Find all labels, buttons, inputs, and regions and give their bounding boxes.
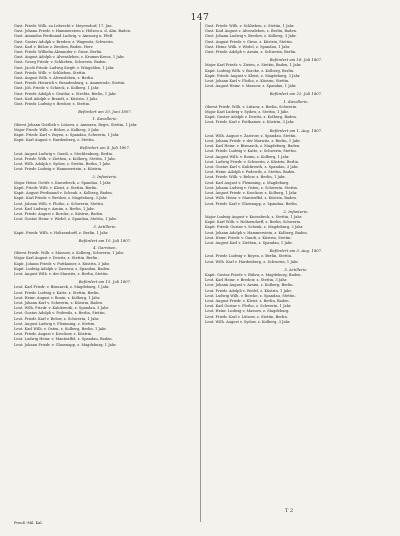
list-entry: Leut. Friedr. Karl v. Below, z. Schwerin, 1 Jahr. <box>14 316 100 321</box>
section-heading: 4. Garnison. <box>93 244 117 250</box>
list-entry: Leut. Friedr. Ludwig v. Katte, z. Schwerin, Stettin. <box>205 149 297 154</box>
list-entry: Leut. August Friedr. v. Kleist, z. Berlin, Baden. <box>205 298 290 303</box>
list-entry: Leut. Karl Gustav v. Plotho, z. Schwerin, 1 Jahr. <box>205 304 292 309</box>
section-heading: 1. Kavallerie. <box>283 98 309 104</box>
section-heading: Befördert am 10. Juli 1807. <box>78 237 132 243</box>
list-entry: Kapit. Friedr. August v. Kleist, z. Magdeburg, 3 Jahr. <box>205 73 301 78</box>
list-entry: Gust. Friedr. Adolph v. Arnim, z. Schwerin, Berlin. <box>205 50 297 55</box>
list-entry: Gust. Friedr. Heinrich v. Brandenburg, z. Ammerode, Stettin. <box>14 81 126 86</box>
list-entry: Leut. Johann Ludwig v. Osten, z. Schwerin, Stettin. <box>205 185 299 190</box>
list-entry: Leut. Karl Ludwig v. Arnim, z. Berlin, 1 Jahr. <box>14 206 95 211</box>
list-entry: Leut. August Heinr. v. Massow, z. Spandau, 1 Jahr. <box>205 84 297 89</box>
section-heading: Befördert am 22. Juli 1807. <box>269 91 323 97</box>
list-entry: Leut. Friedr. Ludwig v. Hammerstein, z. Küstrin. <box>14 167 103 172</box>
list-entry: Leut. Gustav Heinr. v. Wedel, z. Spandau, Stettin, 1 Jahr. <box>14 217 117 222</box>
list-entry: Gust. Karl v. Bülow z. Bredow, Baden. Herr. <box>14 44 94 49</box>
section-heading: 2. Infanterie. <box>92 174 118 180</box>
list-entry: Gust. August Adolph v. Alvensleben, z. Krumm-Kreuz, 1 Jahr. <box>14 55 125 60</box>
list-entry: Leut. Friedr. August v. Krockow, z. Küstrin. <box>14 332 93 337</box>
list-entry: Leut. Johann Friedr. v. Glasenapp, z. Magdeburg, 1 Jahr. <box>14 342 117 347</box>
list-entry: Leut. Heinr. Ludwig v. Massow, z. Magdeburg. <box>205 309 290 314</box>
list-entry: Gust. Joh. Friedr. v. Schieck, z. Kolberg, 1 Jahr. <box>14 86 100 91</box>
list-entry: Gust. Friedr. Adolph v. Gentlar, z. Strelitz, Berlin, 1 Jahr. <box>14 91 117 96</box>
list-entry: Gust. Friedr. Wilh. zu Lebrecht v. Meyersdorf, 17. Jun. <box>14 24 113 28</box>
list-entry: Major Karl August v. Dewitz, z. Stettin, Berlin. <box>14 256 99 261</box>
list-entry: Leut. Heinr. Adolph v. Podewils, z. Stettin, Baden. <box>205 170 296 175</box>
list-entry: Kapit. Karl August v. Hardenberg, z. Stettin. <box>14 138 95 143</box>
list-entry: Leut. Ludwig Wilh. v. Borcke, z. Spandau, Stettin. <box>205 293 296 298</box>
list-entry: Gust. Friedr. Wilhelm Alexander v. Giese, Berlin. <box>14 50 103 55</box>
list-entry: Major Friedr. Wilh. v. Bülow, z. Kolberg, 3 Jahr. <box>14 127 100 132</box>
list-entry: Gust. Johann Friedr. v. Hammerstein z. Hölzen a. d. Alm. Baden. <box>14 29 132 34</box>
list-entry: Leut. August Karl v. Ziethen, z. Spandau, 1 Jahr. <box>205 240 293 245</box>
section-heading: 3. Artillerie. <box>284 266 308 272</box>
list-entry: Leut. Wilh. Adolph v. Sydow, z. Stettin, Berlin, 1 Jahr. <box>14 162 111 167</box>
list-entry: Leut. Gustav Adolph v. Podewils, z. Berlin, Stettin. <box>14 311 106 316</box>
list-entry: Leut. Johann Karl v. Schwerin, z. Küstrin, Baden. <box>14 300 104 305</box>
section-heading: 1. Kavallerie. <box>92 116 118 122</box>
left-column <box>14 24 196 524</box>
list-entry: Oberst Friedr. Wilh. v. Lützow, z. Berlin, Schwerin. <box>205 104 298 109</box>
list-entry: Gust. Johann Ludwig v. Bredow, z. Kolberg, 3 Jahr. <box>205 34 297 39</box>
list-entry: Kapit. Friedr. Karl v. Boyen, z. Spandau, Schwerin, 1 Jahr. <box>14 133 120 138</box>
list-entry: Gust. Gustav Adolph v. Bredow, z. Wagenitz, Schwerin. <box>14 39 114 44</box>
list-entry: Gust. Friedr. Ludwig v. Bredow, z. Stettin. <box>14 102 91 107</box>
list-entry: Leut. Friedr. Karl v. Lützow, z. Stettin, Berlin. <box>205 314 288 319</box>
list-entry: Leut. Friedr. Karl v. Puttkamer, z. Küstrin, 3 Jahr. <box>205 120 295 125</box>
list-entry: Gust. August Friedr. v. Giese, z. Küstrin, Stettin. <box>205 39 293 44</box>
column-divider <box>200 22 201 522</box>
list-entry: Gust. Friedr. Wilh. v. Schlieben, z. Stettin, 1 Jahr. <box>205 24 295 28</box>
list-entry: Leut. Ludwig Heinr. v. Manteuffel, z. Spandau, Baden. <box>14 337 113 342</box>
list-entry: Leut. August Wilh. v. der Marwitz, z. Berlin, Stettin. <box>14 271 109 276</box>
footer-sheet-mark: T 2 <box>285 508 294 514</box>
list-entry: Kapit. Karl Friedr. v. Bredow, z. Magdeburg, 3 Jahr. <box>14 196 108 201</box>
list-entry: Leut. Johann Karl v. Plotho, z. Küstrin, Stettin. <box>205 79 290 84</box>
list-entry: Leut. Ludwig Friedr. v. Schwerin, z. Küstrin, Berlin. <box>205 159 300 164</box>
list-entry: Leut. Friedr. Wilh. v. Ziethen, z. Kolberg, Stettin, 1 Jahr. <box>14 156 116 161</box>
section-heading: 3. Artillerie. <box>93 224 117 230</box>
list-entry: Leut. Karl Heinr. v. Bismarck, z. Magdeburg, Baden. <box>205 144 301 149</box>
section-heading: Befördert am 18. Juli 1807. <box>269 57 323 63</box>
list-entry: Leut. Johann Adolph v. Hammerstein, z. Kolberg, Baden. <box>205 230 308 235</box>
list-entry: Leut. Heinr. August v. Bonin, z. Kolberg, 1 Jahr. <box>14 295 101 300</box>
list-entry: Leut. Friedr. Ludwig v. Katte, z. Stettin, Berlin. <box>14 290 100 295</box>
list-entry: Leut. Wilh. August v. Zastrow, z. Spandau, Stettin. <box>205 133 297 138</box>
list-entry: Gust. August Wilh. v. Alvensleben, z. Berlin. <box>14 76 94 81</box>
list-entry: Oberst Friedr. Wilh. v. Massow, z. Kolberg, Schwerin, 1 Jahr. <box>14 251 125 256</box>
section-heading: 2. Infanterie. <box>283 208 309 214</box>
list-entry: Gust. Georg Friedr. v. Schlieben, Schwerin. Baden. <box>14 60 107 65</box>
list-entry: Leut. August Ludwig v. Gaudi, z. Mecklenburg, Berlin. <box>14 151 114 156</box>
list-entry: Kapit. Ludwig Adolph v. Zastrow, z. Spandau, Baden. <box>14 266 111 271</box>
list-entry: Leut. Wilh. August v. Sydow, z. Kolberg, 3 Jahr. <box>205 319 291 324</box>
list-entry: Gust. Heinr. Wilh. v. Wedel, z. Spandau, 1 Jahr. <box>205 44 291 49</box>
list-entry: Leut. Friedr. Wilh. v. Below, z. Berlin, 1 Jahr. <box>205 175 286 180</box>
list-entry: Leut. Friedr. Ludwig v. Boyen, z. Berlin, Stettin. <box>205 254 293 259</box>
list-entry: Kapit. August Ferdinand v. Schenk, z. Kolberg, Baden. <box>14 191 113 196</box>
list-entry: Major Karl Ludwig v. Sydow, z. Stettin, 1 Jahr. <box>205 110 289 115</box>
list-entry: Gust. Jacob Friedr. Ludwig Siegfr. v. Wingolden, 1 Jahr. <box>14 65 115 70</box>
list-entry: Major Ludwig August v. Knesebeck, z. Stettin, 1 Jahr. <box>205 214 303 219</box>
list-entry: Leut. Karl Wilh. v. Osten, z. Kolberg, Berlin, 1 Jahr. <box>14 326 107 331</box>
section-heading: Befördert am 1. Aug. 1807. <box>269 127 323 133</box>
list-entry: Major Karl Friedr. v. Zieten, z. Stettin, Baden, 1 Jahr. <box>205 63 302 68</box>
list-entry: Leut. Karl Heinr. v. Bredow, z. Stettin, 3 Jahr. <box>205 278 288 283</box>
list-entry: Leut. Karl August v. Flemming, z. Magdeburg. <box>205 180 290 185</box>
list-entry: Leut. August Ludwig v. Flemming, z. Stettin. <box>14 321 96 326</box>
section-heading: Befördert am 4. Juli 1807. <box>79 145 131 151</box>
list-entry: Leut. Friedr. Adolph v. Wedel, z. Küstrin, 1 Jahr. <box>205 288 292 293</box>
list-entry: Kapit. Johann Friedr. v. Puttkamer, z. Küstrin, 3 Jahr. <box>14 261 110 266</box>
list-entry: Leut. Wilh. Heinr. v. Manteuffel, z. Küstrin, Baden. <box>205 196 297 201</box>
list-entry: Gust. Karl Adolph v. Brandt, z. Küstrin, 3 Jahr. <box>14 96 98 101</box>
list-entry: Leut. Gustav Karl v. Kalckreuth, z. Spandau, 3 Jahr. <box>205 165 299 170</box>
list-entry: Gust. Friedr. Wilh. v. Schlieben, Stettin. <box>14 70 87 75</box>
list-entry: Gust. Amandus Ferdinand Ludwig, v. Ammorg u. Pfeff. <box>14 34 114 39</box>
section-heading: Befördert am 5. Aug. 1807. <box>269 248 323 254</box>
page-number: 147 <box>190 13 210 23</box>
list-entry: Kapit. Friedr. Wilh. v. Holtzendorff, z. Berlin, 1 Jahr. <box>14 230 109 235</box>
list-entry: Kapit. Friedr. Gustav v. Schenk, z. Magdeburg, 3 Jahr. <box>205 225 304 230</box>
list-entry: Leut. Wilh. Karl v. Hardenberg, z. Schwerin, 1 Jahr. <box>205 259 299 264</box>
list-entry: Leut. August Wilh. v. Bonin, z. Kolberg, 1 Jahr. <box>205 154 290 159</box>
right-column <box>205 24 387 524</box>
list-entry: Leut. Friedr. Karl v. Glasenapp, z. Spandau, Berlin. <box>205 201 298 206</box>
list-entry: Leut. Johann Friedr. v. der Marwitz, z. Berlin, 1 Jahr. <box>205 139 301 144</box>
list-entry: Leut. Johann August v. Arnim, z. Kolberg, Berlin. <box>205 283 294 288</box>
list-entry: Leut. Wilh. Friedr. v. Kalckreuth, z. Spandau, 3 Jahr. <box>14 306 109 311</box>
list-entry: Kapit. Karl Wilh. v. Holtzendorff, z. Berlin, Schwerin. <box>205 220 302 225</box>
section-heading: Befördert am 20. Juni 1807. <box>78 109 132 115</box>
list-entry: Leut. Johann Wilh. v. Plotho, z. Schwerin, Stettin. <box>14 201 104 206</box>
list-entry: Leut. August Friedr. v. Krockow, z. Kolberg, 1 Jahr. <box>205 191 298 196</box>
list-entry: Leut. Karl Friedr. v. Bismarck, z. Magdeburg, 1 Jahr. <box>14 285 110 290</box>
list-entry: Kapit. Gustav Adolph v. Dewitz, z. Kolberg, Baden. <box>205 115 297 120</box>
list-entry: Gust. Karl August v. Alvensleben, z. Berlin, Baden. <box>205 29 298 34</box>
footer-signature: Preuß.-Mil. Kal. <box>14 521 43 525</box>
list-entry: Major Heinr. Gottfr. v. Knesebeck, z. Spandau, 1 Jahr. <box>14 180 112 185</box>
list-entry: Kapit. Gustav Friedr. v. Bülow, z. Magdeburg, Baden. <box>205 272 302 277</box>
list-entry: Oberst Johann Gottlieb v. Lützow, z. Ammern, Regts. Stettin, 1 Jahr. <box>14 122 138 127</box>
list-entry: Leut. Friedr. August v. Borcke, z. Küstrin, Baden. <box>14 211 104 216</box>
list-entry: Leut. Heinr. Friedr. v. Gaudi, z. Küstrin, Stettin. <box>205 235 292 240</box>
list-entry: Kapit. Friedr. Wilh. v. Kleist, z. Stettin, Berlin. <box>14 185 98 190</box>
section-heading: Befördert am 15. Juli 1807. <box>78 279 132 285</box>
list-entry: Kapit. Ludwig Wilh. v. Borcke, z. Kolberg, Berlin. <box>205 68 295 73</box>
